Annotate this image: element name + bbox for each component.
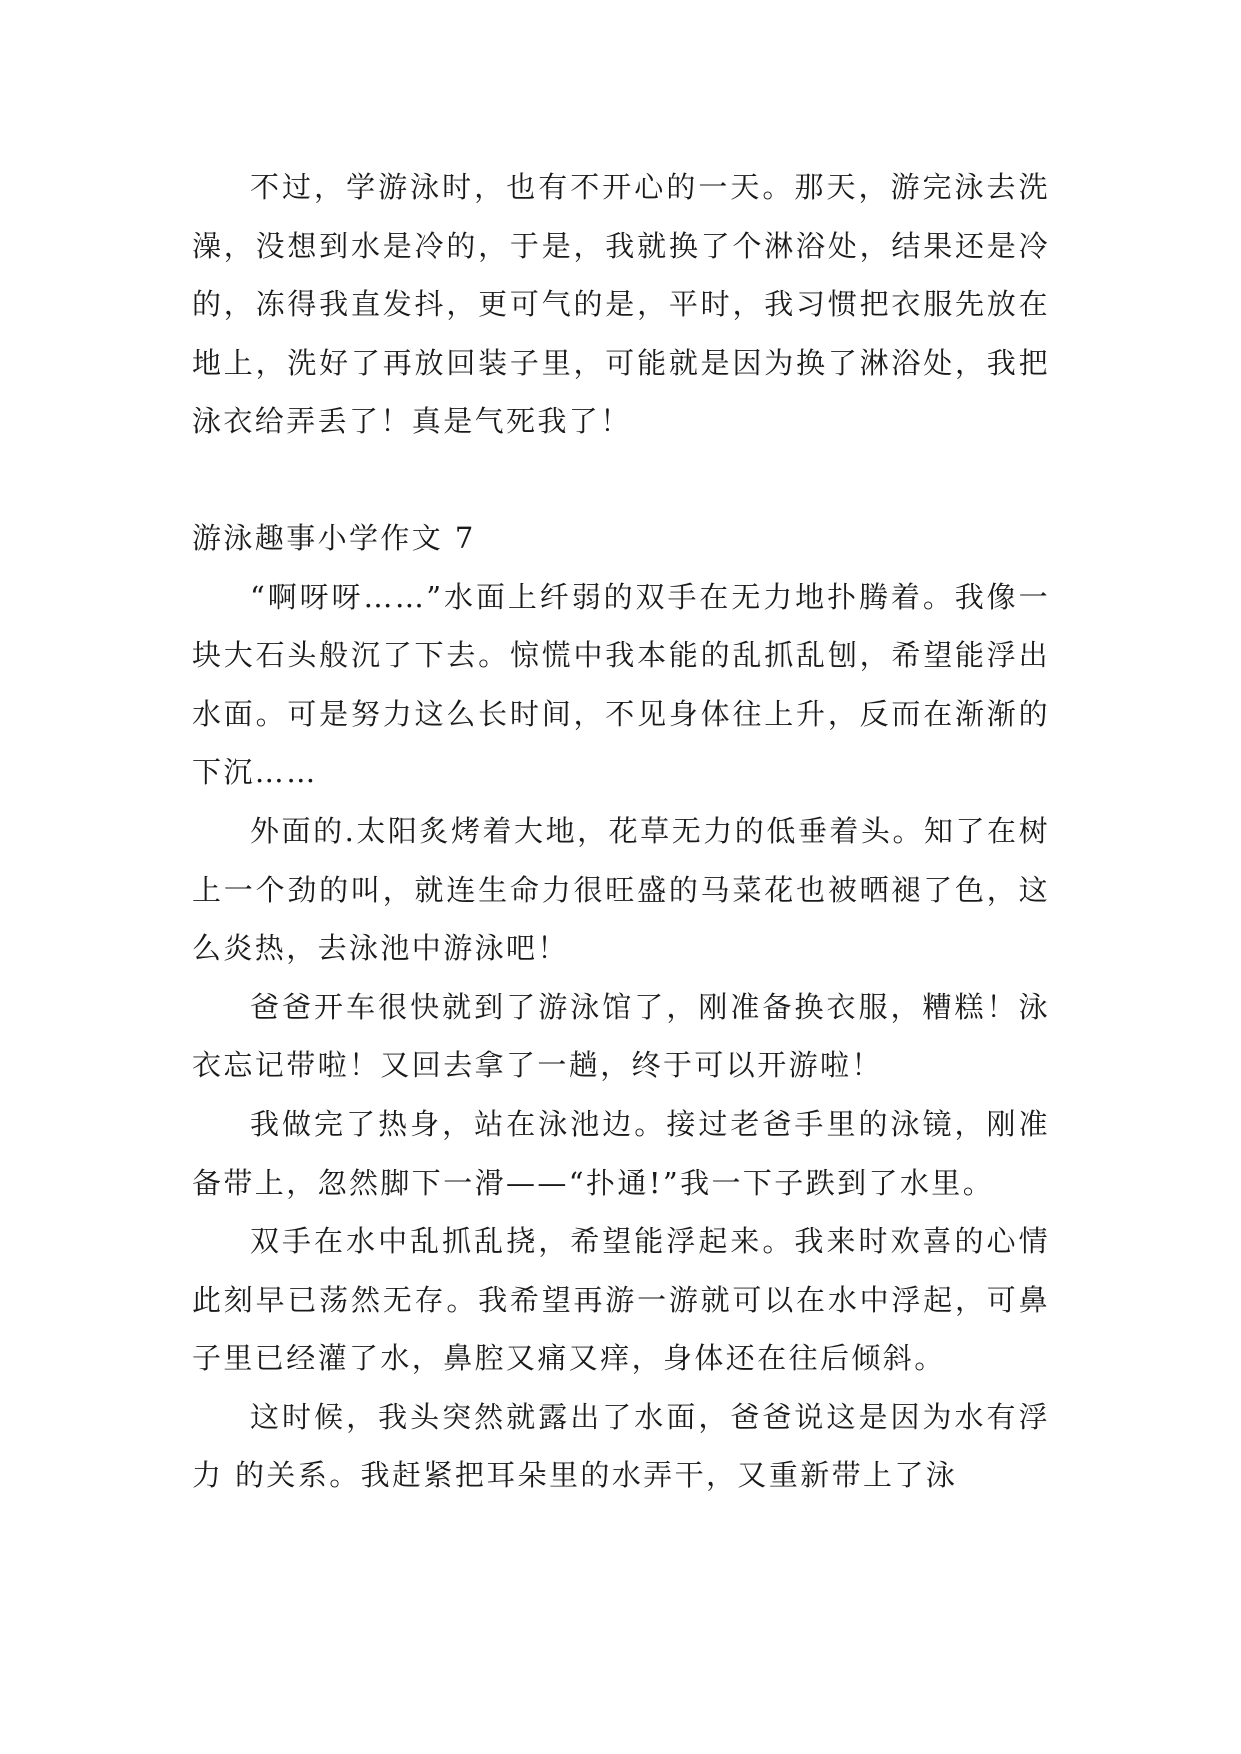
paragraph-bad-day: 不过，学游泳时，也有不开心的一天。那天，游完泳去洗澡，没想到水是冷的，于是，我就换了个淋浴处，结果还是冷的，冻得我直发抖，更可气的是，平时，我习惯把衣服先放在地上，洗好了再放回装子里，可能就是因为换了淋浴处，我把泳衣给弄丢了！真是气死我了！ xyxy=(192,170,1050,439)
document-body xyxy=(192,158,1050,1505)
paragraph-struggling: 双手在水中乱抓乱挠，希望能浮起来。我来时欢喜的心情此刻早已荡然无存。我希望再游一游就可以在水中浮起，可鼻子里已经灌了水，鼻腔又痛又痒，身体还在往后倾斜。 xyxy=(192,1224,1050,1376)
section-heading: 游泳趣事小学作文 7 xyxy=(192,520,476,555)
paragraph-surfaced: 这时候，我头突然就露出了水面，爸爸说这是因为水有浮力 的关系。我赶紧把耳朵里的水弄干，又重新带上了泳 xyxy=(192,1399,1050,1493)
paragraph-fell-in: 我做完了热身，站在泳池边。接过老爸手里的泳镜，刚准备带上，忽然脚下一滑——“扑通!”我一下子跌到了水里。 xyxy=(192,1106,1050,1200)
paragraph-hot-weather: 外面的.太阳炙烤着大地，花草无力的低垂着头。知了在树上一个劲的叫，就连生命力很旺盛的马菜花也被晒褪了色，这么炎热，去泳池中游泳吧！ xyxy=(192,813,1050,966)
paragraph-sinking: “啊呀呀……”水面上纤弱的双手在无力地扑腾着。我像一块大石头般沉了下去。惊慌中我本能的乱抓乱刨，希望能浮出水面。可是努力这么长时间，不见身体往上升，反而在渐渐的下沉…… xyxy=(192,579,1050,790)
paragraph-forgot-swimsuit: 爸爸开车很快就到了游泳馆了，刚准备换衣服，糟糕！泳衣忘记带啦！又回去拿了一趟，终于可以开游啦！ xyxy=(192,989,1050,1083)
